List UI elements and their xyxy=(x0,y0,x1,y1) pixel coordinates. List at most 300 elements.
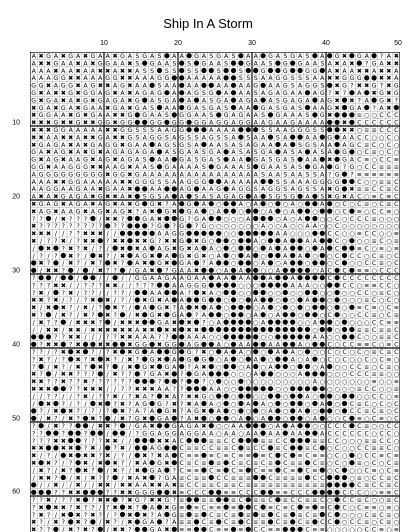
stitch-dot xyxy=(83,416,88,421)
stitch-symbol: ✖ xyxy=(142,511,148,519)
stitch-symbol: ? xyxy=(157,378,162,386)
stitch-dot xyxy=(238,238,243,243)
stitch-symbol: / xyxy=(47,408,50,416)
stitch-symbol: ✖ xyxy=(53,504,59,512)
stitch-symbol: A xyxy=(164,230,170,238)
stitch-symbol: ○ xyxy=(356,223,363,231)
stitch-symbol: C xyxy=(357,489,362,497)
stitch-symbol: ✖ xyxy=(164,371,170,379)
stitch-symbol: C xyxy=(297,489,303,497)
stitch-symbol: ○ xyxy=(356,452,363,460)
stitch-symbol: G xyxy=(157,260,162,268)
stitch-symbol: C xyxy=(371,341,377,349)
stitch-symbol: / xyxy=(91,482,94,490)
stitch-symbol: C xyxy=(342,275,347,282)
stitch-symbol: A xyxy=(38,186,44,194)
stitch-symbol: A xyxy=(142,482,147,490)
stitch-dot xyxy=(253,349,258,354)
stitch-dot xyxy=(201,386,206,391)
stitch-dot xyxy=(216,297,221,302)
stitch-symbol: / xyxy=(62,393,65,401)
stitch-symbol: A xyxy=(194,171,199,179)
stitch-symbol: ✖ xyxy=(60,215,66,223)
stitch-dot xyxy=(268,394,273,399)
stitch-dot xyxy=(142,223,147,228)
stitch-symbol: ✖ xyxy=(97,326,103,334)
stitch-symbol: S xyxy=(253,90,258,97)
stitch-symbol: G xyxy=(142,363,148,371)
stitch-symbol: ○ xyxy=(260,252,266,260)
stitch-symbol: G xyxy=(282,104,288,112)
stitch-dot xyxy=(253,327,258,332)
stitch-symbol: G xyxy=(356,53,362,60)
stitch-symbol: ✖ xyxy=(127,341,133,349)
stitch-symbol: ○ xyxy=(267,356,274,364)
stitch-symbol: ≡ xyxy=(364,141,370,149)
stitch-symbol: ≡ xyxy=(356,460,362,467)
stitch-symbol: A xyxy=(268,164,273,171)
stitch-symbol: ? xyxy=(135,282,139,290)
stitch-symbol: G xyxy=(142,252,148,260)
stitch-symbol: ✖ xyxy=(75,67,81,75)
stitch-symbol: ≡ xyxy=(238,474,244,482)
stitch-symbol: ≡ xyxy=(378,260,385,268)
stitch-dot xyxy=(127,253,132,258)
stitch-symbol: G xyxy=(164,208,170,216)
stitch-symbol: ✖ xyxy=(119,408,126,416)
stitch-symbol: ? xyxy=(46,437,51,445)
stitch-dot xyxy=(261,505,266,510)
stitch-symbol: C xyxy=(349,275,355,282)
stitch-symbol: G xyxy=(90,171,96,179)
stitch-symbol: / xyxy=(40,452,43,460)
stitch-symbol: G xyxy=(68,164,74,171)
stitch-dot xyxy=(335,312,340,317)
stitch-symbol: C xyxy=(327,230,332,238)
stitch-symbol: ○ xyxy=(267,223,274,231)
stitch-symbol: ✖ xyxy=(31,378,37,386)
stitch-symbol: G xyxy=(186,275,192,282)
stitch-dot xyxy=(90,364,95,369)
stitch-symbol: C xyxy=(364,312,369,319)
stitch-symbol: C xyxy=(394,334,399,342)
stitch-dot xyxy=(157,105,162,110)
stitch-symbol: C xyxy=(357,408,362,416)
stitch-symbol: A xyxy=(135,400,140,408)
stitch-symbol: ○ xyxy=(356,260,363,268)
stitch-symbol: A xyxy=(186,267,192,275)
stitch-symbol: ≡ xyxy=(245,474,251,482)
stitch-symbol: ✖ xyxy=(97,67,103,75)
stitch-symbol: A xyxy=(260,156,266,164)
stitch-symbol: ○ xyxy=(282,393,289,401)
stitch-symbol: ○ xyxy=(282,208,289,216)
stitch-symbol: C xyxy=(334,215,340,223)
stitch-dot xyxy=(298,468,303,473)
stitch-symbol: ✖ xyxy=(31,127,37,134)
stitch-symbol: ○ xyxy=(326,415,333,423)
stitch-dot xyxy=(312,431,317,436)
stitch-symbol: ≡ xyxy=(386,164,392,171)
stitch-symbol: / xyxy=(84,334,87,342)
stitch-symbol: A xyxy=(238,275,244,282)
stitch-symbol: ✖ xyxy=(31,134,37,142)
stitch-symbol: ○ xyxy=(238,208,244,216)
stitch-symbol: ? xyxy=(98,452,102,460)
stitch-dot xyxy=(327,401,332,406)
stitch-symbol: A xyxy=(179,430,184,438)
stitch-dot xyxy=(261,312,266,317)
stitch-symbol: A xyxy=(105,134,110,142)
stitch-dot xyxy=(46,431,51,436)
stitch-symbol: C xyxy=(357,119,362,127)
stitch-dot xyxy=(142,320,147,325)
stitch-symbol: A xyxy=(312,223,318,231)
stitch-symbol: / xyxy=(69,282,72,290)
stitch-dot xyxy=(61,453,66,458)
stitch-symbol: G xyxy=(305,141,310,149)
stitch-symbol: ? xyxy=(76,260,80,268)
stitch-symbol: A xyxy=(194,423,199,430)
stitch-dot xyxy=(164,468,169,473)
stitch-symbol: A xyxy=(149,97,155,105)
stitch-symbol: ≡ xyxy=(230,504,237,512)
stitch-symbol: ? xyxy=(91,289,95,297)
stitch-symbol: S xyxy=(150,67,155,75)
stitch-symbol: G xyxy=(201,356,207,364)
stitch-dot xyxy=(142,290,147,295)
stitch-symbol: ○ xyxy=(349,474,355,482)
stitch-dot xyxy=(246,497,251,502)
stitch-symbol: A xyxy=(194,141,199,149)
stitch-symbol: / xyxy=(77,275,80,282)
stitch-symbol: G xyxy=(201,238,207,245)
stitch-dot xyxy=(187,379,192,384)
stitch-symbol: ? xyxy=(106,408,110,416)
stitch-symbol: A xyxy=(268,97,273,105)
stitch-symbol: ? xyxy=(39,223,43,231)
stitch-symbol: ✖ xyxy=(82,134,89,142)
stitch-dot xyxy=(164,216,169,221)
stitch-symbol: ✖ xyxy=(112,112,118,120)
stitch-symbol: C xyxy=(371,119,377,127)
stitch-symbol: ≡ xyxy=(275,474,281,482)
stitch-symbol: ? xyxy=(172,497,176,504)
stitch-symbol: A xyxy=(253,312,258,319)
stitch-symbol: ? xyxy=(54,252,58,260)
stitch-symbol: A xyxy=(260,119,266,127)
stitch-dot xyxy=(290,135,295,140)
stitch-dot xyxy=(275,497,280,502)
stitch-dot xyxy=(349,238,354,243)
stitch-symbol: A xyxy=(231,178,236,186)
stitch-symbol: ? xyxy=(69,215,73,223)
stitch-symbol: / xyxy=(121,282,124,290)
stitch-dot xyxy=(224,401,229,406)
stitch-dot xyxy=(275,416,280,421)
stitch-dot xyxy=(349,53,354,58)
stitch-symbol: ○ xyxy=(208,393,215,401)
stitch-symbol: ○ xyxy=(371,178,377,186)
stitch-symbol: ✖ xyxy=(105,497,111,504)
stitch-symbol: C xyxy=(349,252,355,260)
stitch-symbol: G xyxy=(194,252,199,260)
stitch-symbol: / xyxy=(32,252,35,260)
stitch-dot xyxy=(142,186,147,191)
stitch-symbol: A xyxy=(194,363,199,371)
stitch-symbol: A xyxy=(246,215,251,223)
stitch-symbol: ≡ xyxy=(238,526,244,532)
stitch-symbol: ○ xyxy=(349,260,355,268)
stitch-symbol: S xyxy=(157,82,162,90)
stitch-dot xyxy=(305,90,310,95)
stitch-symbol: ○ xyxy=(386,215,392,223)
stitch-symbol: ? xyxy=(46,260,51,268)
stitch-symbol: / xyxy=(121,356,124,364)
stitch-symbol: ✖ xyxy=(68,134,74,142)
stitch-symbol: C xyxy=(283,460,288,467)
stitch-symbol: A xyxy=(90,67,96,75)
stitch-symbol: G xyxy=(171,312,177,319)
stitch-dot xyxy=(253,68,258,73)
stitch-symbol: ≡ xyxy=(267,467,274,475)
stitch-symbol: G xyxy=(260,149,266,157)
stitch-dot xyxy=(224,283,229,288)
stitch-symbol: ✖ xyxy=(164,260,170,268)
stitch-symbol: A xyxy=(164,104,170,112)
stitch-symbol: G xyxy=(105,186,111,194)
stitch-dot xyxy=(320,253,325,258)
stitch-dot xyxy=(335,505,340,510)
stitch-dot xyxy=(216,327,221,332)
stitch-dot xyxy=(179,98,184,103)
stitch-dot xyxy=(342,475,347,480)
stitch-symbol: ○ xyxy=(356,378,363,386)
stitch-symbol: A xyxy=(31,75,36,83)
stitch-symbol: S xyxy=(261,171,266,179)
stitch-symbol: ✖ xyxy=(105,127,111,134)
stitch-dot xyxy=(127,246,132,251)
stitch-symbol: A xyxy=(246,400,251,408)
stitch-symbol: / xyxy=(106,275,109,282)
stitch-symbol: ✖ xyxy=(201,363,207,371)
stitch-dot xyxy=(372,98,377,103)
stitch-symbol: C xyxy=(364,430,369,438)
stitch-symbol: C xyxy=(342,282,347,290)
stitch-symbol: ? xyxy=(76,526,80,532)
stitch-symbol: A xyxy=(157,112,162,120)
stitch-symbol: A xyxy=(223,267,229,275)
stitch-symbol: ✖ xyxy=(68,452,74,460)
stitch-dot xyxy=(194,297,199,302)
stitch-symbol: C xyxy=(334,430,340,438)
stitch-dot xyxy=(349,334,354,339)
stitch-symbol: S xyxy=(150,104,155,112)
stitch-symbol: C xyxy=(290,489,295,497)
stitch-symbol: C xyxy=(364,356,369,364)
stitch-dot xyxy=(187,53,192,58)
stitch-symbol: C xyxy=(238,489,244,497)
stitch-symbol: ✖ xyxy=(105,215,111,223)
stitch-symbol: A xyxy=(179,275,184,282)
stitch-dot xyxy=(135,297,140,302)
stitch-symbol: ○ xyxy=(356,238,363,245)
stitch-symbol: / xyxy=(106,430,109,438)
stitch-symbol: G xyxy=(194,178,199,186)
stitch-dot xyxy=(298,334,303,339)
stitch-dot xyxy=(246,260,251,265)
stitch-dot xyxy=(142,527,147,532)
stitch-symbol: ✖ xyxy=(386,104,392,112)
stitch-symbol: A xyxy=(275,423,281,430)
stitch-symbol: A xyxy=(112,60,118,68)
stitch-symbol: ✖ xyxy=(364,82,370,90)
stitch-symbol: A xyxy=(83,82,88,90)
stitch-symbol: / xyxy=(106,371,109,379)
stitch-symbol: ○ xyxy=(260,349,266,356)
stitch-symbol: ✖ xyxy=(60,282,66,290)
stitch-symbol: ≡ xyxy=(386,208,392,216)
stitch-dot xyxy=(209,312,214,317)
stitch-dot xyxy=(290,327,295,332)
stitch-symbol: / xyxy=(128,452,131,460)
stitch-symbol: A xyxy=(223,171,229,179)
stitch-symbol: A xyxy=(349,193,355,201)
stitch-symbol: ✖ xyxy=(60,378,66,386)
stitch-symbol: ○ xyxy=(312,267,318,275)
stitch-symbol: A xyxy=(275,171,281,179)
stitch-symbol: ? xyxy=(76,245,80,253)
stitch-symbol: A xyxy=(164,482,170,490)
stitch-symbol: A xyxy=(149,349,155,356)
stitch-dot xyxy=(224,408,229,413)
stitch-symbol: A xyxy=(201,134,207,142)
stitch-symbol: G xyxy=(149,178,155,186)
stitch-dot xyxy=(290,438,295,443)
stitch-symbol: G xyxy=(186,349,192,356)
stitch-symbol: G xyxy=(334,171,340,179)
stitch-symbol: ≡ xyxy=(304,482,311,490)
stitch-symbol: A xyxy=(231,193,236,201)
stitch-symbol: G xyxy=(142,400,148,408)
stitch-dot xyxy=(349,453,354,458)
stitch-symbol: ○ xyxy=(393,208,400,216)
stitch-symbol: ○ xyxy=(334,319,340,327)
stitch-symbol: A xyxy=(246,82,251,90)
stitch-symbol: S xyxy=(238,141,243,149)
column-label: 20 xyxy=(174,40,182,47)
stitch-symbol: ? xyxy=(61,363,65,371)
stitch-symbol: C xyxy=(364,304,369,312)
stitch-symbol: ✖ xyxy=(186,326,192,334)
stitch-symbol: A xyxy=(238,171,244,179)
stitch-symbol: ✖ xyxy=(60,53,66,60)
stitch-symbol: C xyxy=(371,386,377,393)
stitch-symbol: G xyxy=(105,201,111,208)
stitch-symbol: G xyxy=(312,67,318,75)
stitch-symbol: ✖ xyxy=(356,82,362,90)
stitch-dot xyxy=(261,201,266,206)
stitch-symbol: ○ xyxy=(393,356,400,364)
stitch-dot xyxy=(231,68,236,73)
stitch-symbol: S xyxy=(157,97,162,105)
stitch-symbol: ✖ xyxy=(90,238,96,245)
stitch-symbol: C xyxy=(179,437,184,445)
stitch-symbol: ○ xyxy=(341,511,348,519)
stitch-dot xyxy=(216,490,221,495)
stitch-symbol: ≡ xyxy=(386,319,392,327)
stitch-dot xyxy=(172,379,177,384)
stitch-dot xyxy=(305,268,310,273)
stitch-symbol: A xyxy=(105,178,110,186)
stitch-symbol: ≡ xyxy=(386,326,392,334)
stitch-symbol: G xyxy=(142,341,148,349)
stitch-symbol: A xyxy=(179,186,184,194)
stitch-dot xyxy=(305,334,310,339)
stitch-symbol: A xyxy=(290,90,295,97)
stitch-symbol: G xyxy=(275,193,281,201)
stitch-symbol: A xyxy=(31,67,36,75)
stitch-symbol: ○ xyxy=(245,378,252,386)
stitch-dot xyxy=(105,305,110,310)
stitch-symbol: A xyxy=(238,341,244,349)
stitch-symbol: ? xyxy=(98,437,102,445)
stitch-symbol: A xyxy=(260,75,266,83)
stitch-symbol: ≡ xyxy=(364,504,370,512)
stitch-symbol: ≡ xyxy=(186,452,192,460)
stitch-dot xyxy=(135,519,140,524)
stitch-symbol: A xyxy=(172,164,177,171)
stitch-symbol: ≡ xyxy=(208,497,214,504)
stitch-symbol: C xyxy=(364,164,369,171)
stitch-symbol: G xyxy=(342,75,347,83)
stitch-symbol: ≡ xyxy=(393,319,399,327)
stitch-symbol: ○ xyxy=(378,215,385,223)
stitch-dot xyxy=(335,283,340,288)
stitch-dot xyxy=(135,120,140,125)
page-title: Ship In A Storm xyxy=(163,16,253,31)
stitch-symbol: ○ xyxy=(267,334,274,342)
stitch-symbol: ○ xyxy=(386,252,392,260)
stitch-dot xyxy=(246,297,251,302)
stitch-dot xyxy=(283,334,288,339)
stitch-symbol: A xyxy=(90,186,96,194)
stitch-symbol: ✖ xyxy=(149,208,155,216)
stitch-symbol: A xyxy=(297,430,303,438)
stitch-symbol: G xyxy=(97,208,103,216)
stitch-symbol: C xyxy=(379,511,384,519)
stitch-symbol: A xyxy=(216,408,221,416)
stitch-symbol: ○ xyxy=(371,245,377,253)
stitch-symbol: ○ xyxy=(297,230,303,238)
stitch-dot xyxy=(283,342,288,347)
stitch-dot xyxy=(164,290,169,295)
stitch-symbol: ≡ xyxy=(230,497,237,504)
stitch-symbol: G xyxy=(83,171,88,179)
stitch-symbol: ○ xyxy=(230,223,237,231)
stitch-symbol: C xyxy=(260,445,266,453)
stitch-symbol: G xyxy=(149,430,155,438)
stitch-dot xyxy=(268,445,273,450)
stitch-symbol: ≡ xyxy=(253,497,259,504)
stitch-symbol: ? xyxy=(120,378,125,386)
stitch-symbol: G xyxy=(46,97,51,105)
stitch-symbol: S xyxy=(201,164,206,171)
stitch-symbol: ○ xyxy=(223,386,229,393)
stitch-dot xyxy=(275,142,280,147)
stitch-dot xyxy=(157,364,162,369)
stitch-symbol: ? xyxy=(69,223,73,231)
